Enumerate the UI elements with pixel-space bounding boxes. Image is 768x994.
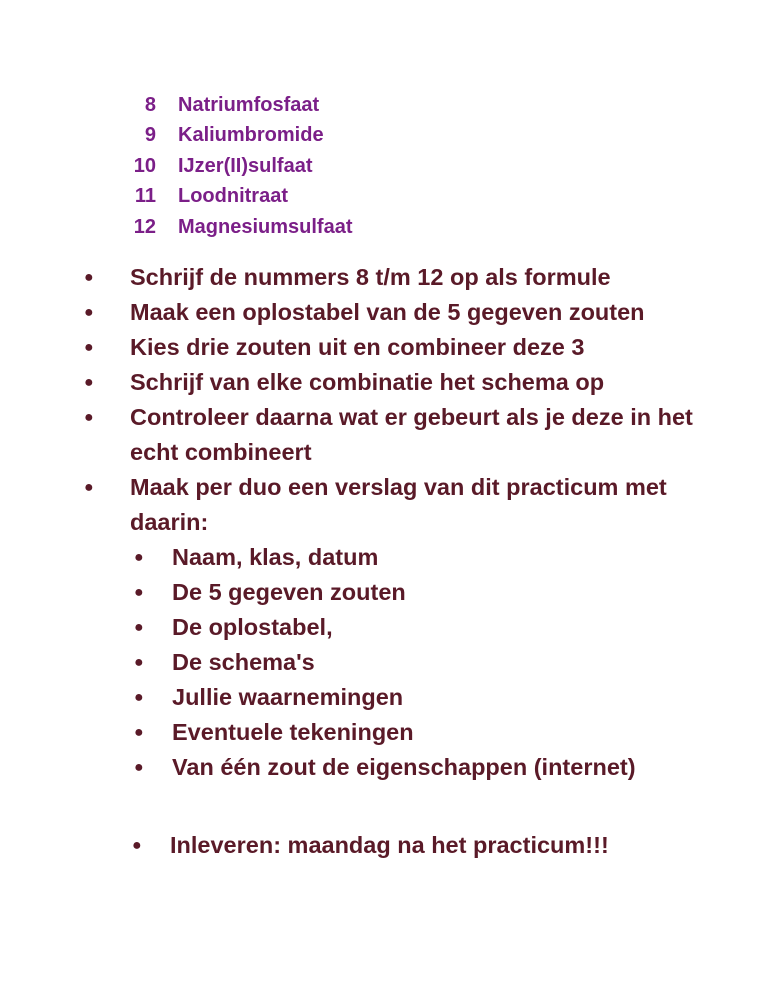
bullet-icon: ● [84,339,94,356]
task-item [82,260,742,295]
bullet-icon: ● [134,654,144,671]
task-text: Maak per duo een verslag van dit practicum met daarin: [130,474,667,535]
task-item [82,330,742,365]
salt-item [118,151,352,182]
bullet-icon: ● [84,304,94,321]
bullet-icon: ● [84,374,94,391]
salt-item [118,121,352,152]
task-list [82,260,742,785]
report-item-text: Jullie waarnemingen [172,684,404,710]
task-text: Schrijf de nummers 8 t/m 12 op als formule [130,264,611,290]
bullet-icon: ● [134,549,144,566]
report-items-list [130,540,742,785]
task-text: Kies drie zouten uit en combineer deze 3 [130,334,585,360]
report-item [130,645,742,680]
salt-name: Magnesiumsulfaat [178,215,353,238]
salt-name: Loodnitraat [178,185,288,208]
salt-item [118,212,352,243]
bullet-icon: ● [134,584,144,601]
report-item-text: De 5 gegeven zouten [172,579,406,605]
salt-list [118,90,352,243]
bullet-icon: ● [84,479,94,496]
salt-number: 8 [144,93,156,116]
deadline-list [128,828,609,863]
deadline-item [128,828,609,863]
report-item [130,750,742,785]
bullet-icon: ● [134,759,144,776]
report-item [130,575,742,610]
bullet-icon: ● [132,837,142,854]
report-item-text: Naam, klas, datum [172,544,379,570]
report-item [130,715,742,750]
salt-name: Kaliumbromide [178,124,324,147]
task-text: Maak een oplostabel van de 5 gegeven zouten [130,299,645,325]
report-item [130,610,742,645]
task-item [82,400,742,470]
task-item [82,470,742,785]
report-item [130,540,742,575]
bullet-icon: ● [134,619,144,636]
salt-number: 9 [144,124,156,147]
report-item-text: De oplostabel, [172,614,333,640]
report-item [130,680,742,715]
bullet-icon: ● [134,724,144,741]
task-report-block [130,470,742,785]
salt-number: 11 [134,185,156,208]
bullet-icon: ● [84,269,94,286]
deadline-text: Inleveren: maandag na het practicum!!! [170,832,609,858]
task-text: Controleer daarna wat er gebeurt als je deze in het echt combineert [130,404,693,465]
report-item-text: Eventuele tekeningen [172,719,414,745]
report-item-text: Van één zout de eigenschappen (internet) [172,754,636,780]
task-text: Schrijf van elke combinatie het schema op [130,369,605,395]
report-item-text: De schema's [172,649,315,675]
bullet-icon: ● [134,689,144,706]
task-item [82,365,742,400]
salt-item [118,182,352,213]
bullet-icon: ● [84,409,94,426]
salt-name: IJzer(II)sulfaat [178,154,313,177]
salt-number: 10 [133,154,156,177]
salt-item [118,90,352,121]
salt-number: 12 [133,215,156,238]
salt-name: Natriumfosfaat [178,93,320,116]
task-item [82,295,742,330]
